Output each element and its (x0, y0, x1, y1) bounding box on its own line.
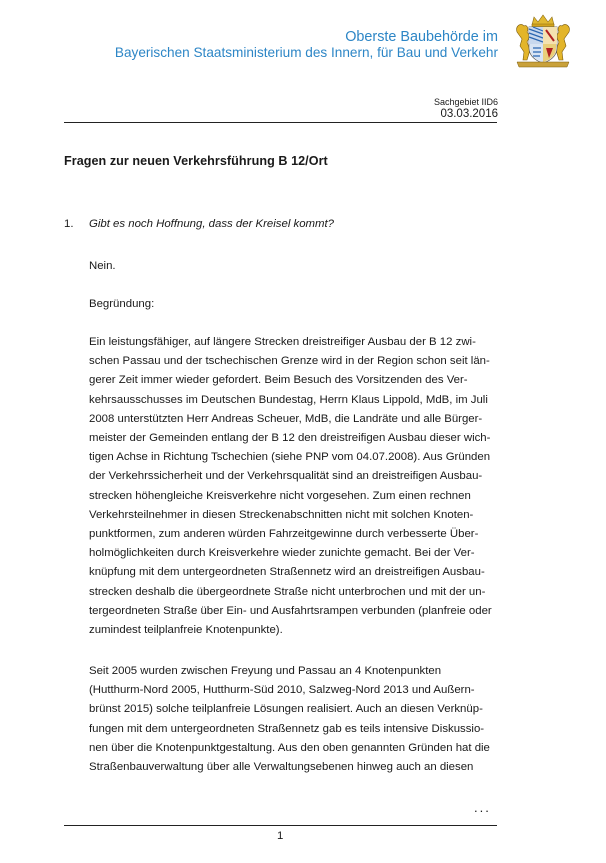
document-date: 03.03.2016 (440, 108, 498, 120)
paragraph-line: knüpfung mit dem untergeordneten Straßennetz wird an dreistreifigen Ausbau- (89, 566, 485, 579)
reason-label: Begründung: (89, 298, 155, 310)
paragraph-line: tergeordneten Straße über Ein- und Ausfahrtsrampen verbunden (planfreie oder (89, 604, 492, 617)
paragraph-1 (89, 333, 499, 640)
paragraph-line: zumindest teilplanfreie Knotenpunkte). (89, 624, 283, 637)
continuation-marker: ... (474, 800, 491, 815)
paragraph-line: strecken höhengleiche Kreisverkehre nicht vorgesehen. Zum einen rechnen (89, 489, 471, 502)
paragraph-line: nen über die Knotenpunktgestaltung. Aus den oben genannten Gründen hat die (89, 741, 490, 754)
document-title: Fragen zur neuen Verkehrsführung B 12/Ort (64, 154, 328, 168)
paragraph-line: holmöglichkeiten durch Kreisverkehre wieder zunichte gemacht. Bei der Ver- (89, 547, 475, 560)
paragraph-line: schen Passau und der tschechischen Grenze wird in der Region schon seit län- (89, 355, 490, 368)
answer-text: Nein. (89, 260, 116, 272)
paragraph-line: punktformen, zum anderen würden Fahrzeitgewinne durch verbesserte Über- (89, 528, 479, 541)
page-number: 1 (277, 830, 284, 842)
question-number: 1. (64, 218, 74, 230)
paragraph-line: (Hutthurm-Nord 2005, Hutthurm-Süd 2010, Salzweg-Nord 2013 und Außern- (89, 684, 475, 697)
paragraph-line: Seit 2005 wurden zwischen Freyung und Passau an 4 Knotenpunkten (89, 665, 442, 677)
paragraph-line: fungen mit dem untergeordneten Straßennetz gab es teils intensive Diskussio- (89, 722, 485, 735)
paragraph-line: gerer Zeit immer wieder gefordert. Beim Besuch des Vorsitzenden des Ver- (89, 374, 468, 387)
header-divider (64, 122, 497, 123)
authority-line-1: Oberste Baubehörde im (345, 29, 498, 45)
paragraph-line: Ein leistungsfähiger, auf längere Strecken dreistreifiger Ausbau der B 12 zwi- (89, 336, 476, 348)
paragraph-line: meister der Gemeinden entlang der B 12 den dreistreifigen Ausbau dieser wich- (89, 432, 491, 445)
paragraph-line: Straßenbauverwaltung über alle Verwaltungsebenen hinweg auch an diesen (89, 761, 474, 774)
paragraph-line: 2008 unterstützten Herr Andreas Scheuer, MdB, die Landräte und alle Bürger- (89, 412, 483, 425)
paragraph-line: strecken deshalb die übergeordnete Straße nicht unterbrochen und mit der un- (89, 585, 486, 598)
question-text: Gibt es noch Hoffnung, dass der Kreisel kommt? (89, 218, 335, 230)
paragraph-line: kehrsausschusses im Deutschen Bundestag, Herrn Klaus Lippold, MdB, im Juli (89, 393, 488, 406)
paragraph-line: tigen Achse in Richtung Tschechien (siehe PNP vom 04.07.2008). Aus Gründen (89, 451, 491, 464)
paragraph-line: brünst 2015) solche teilplanfreie Lösungen realisiert. Auch an diesen Verknüp- (89, 703, 483, 716)
authority-header (115, 29, 498, 61)
paragraph-2 (89, 662, 499, 777)
section-label: Sachgebiet IID6 (433, 97, 498, 107)
bavarian-coat-of-arms-icon (513, 12, 573, 70)
authority-line-2: Bayerischen Staatsministerium des Innern, für Bau und Verkehr (114, 45, 498, 60)
paragraph-line: Verkehrsteilnehmer in diesen Streckenabschnitten nicht mit solchen Knoten- (89, 508, 474, 521)
footer-divider (64, 825, 497, 826)
reference-block (434, 97, 498, 121)
paragraph-line: der Verkehrssicherheit und der Verkehrsqualität sind an dreistreifigen Ausbau- (89, 470, 483, 483)
